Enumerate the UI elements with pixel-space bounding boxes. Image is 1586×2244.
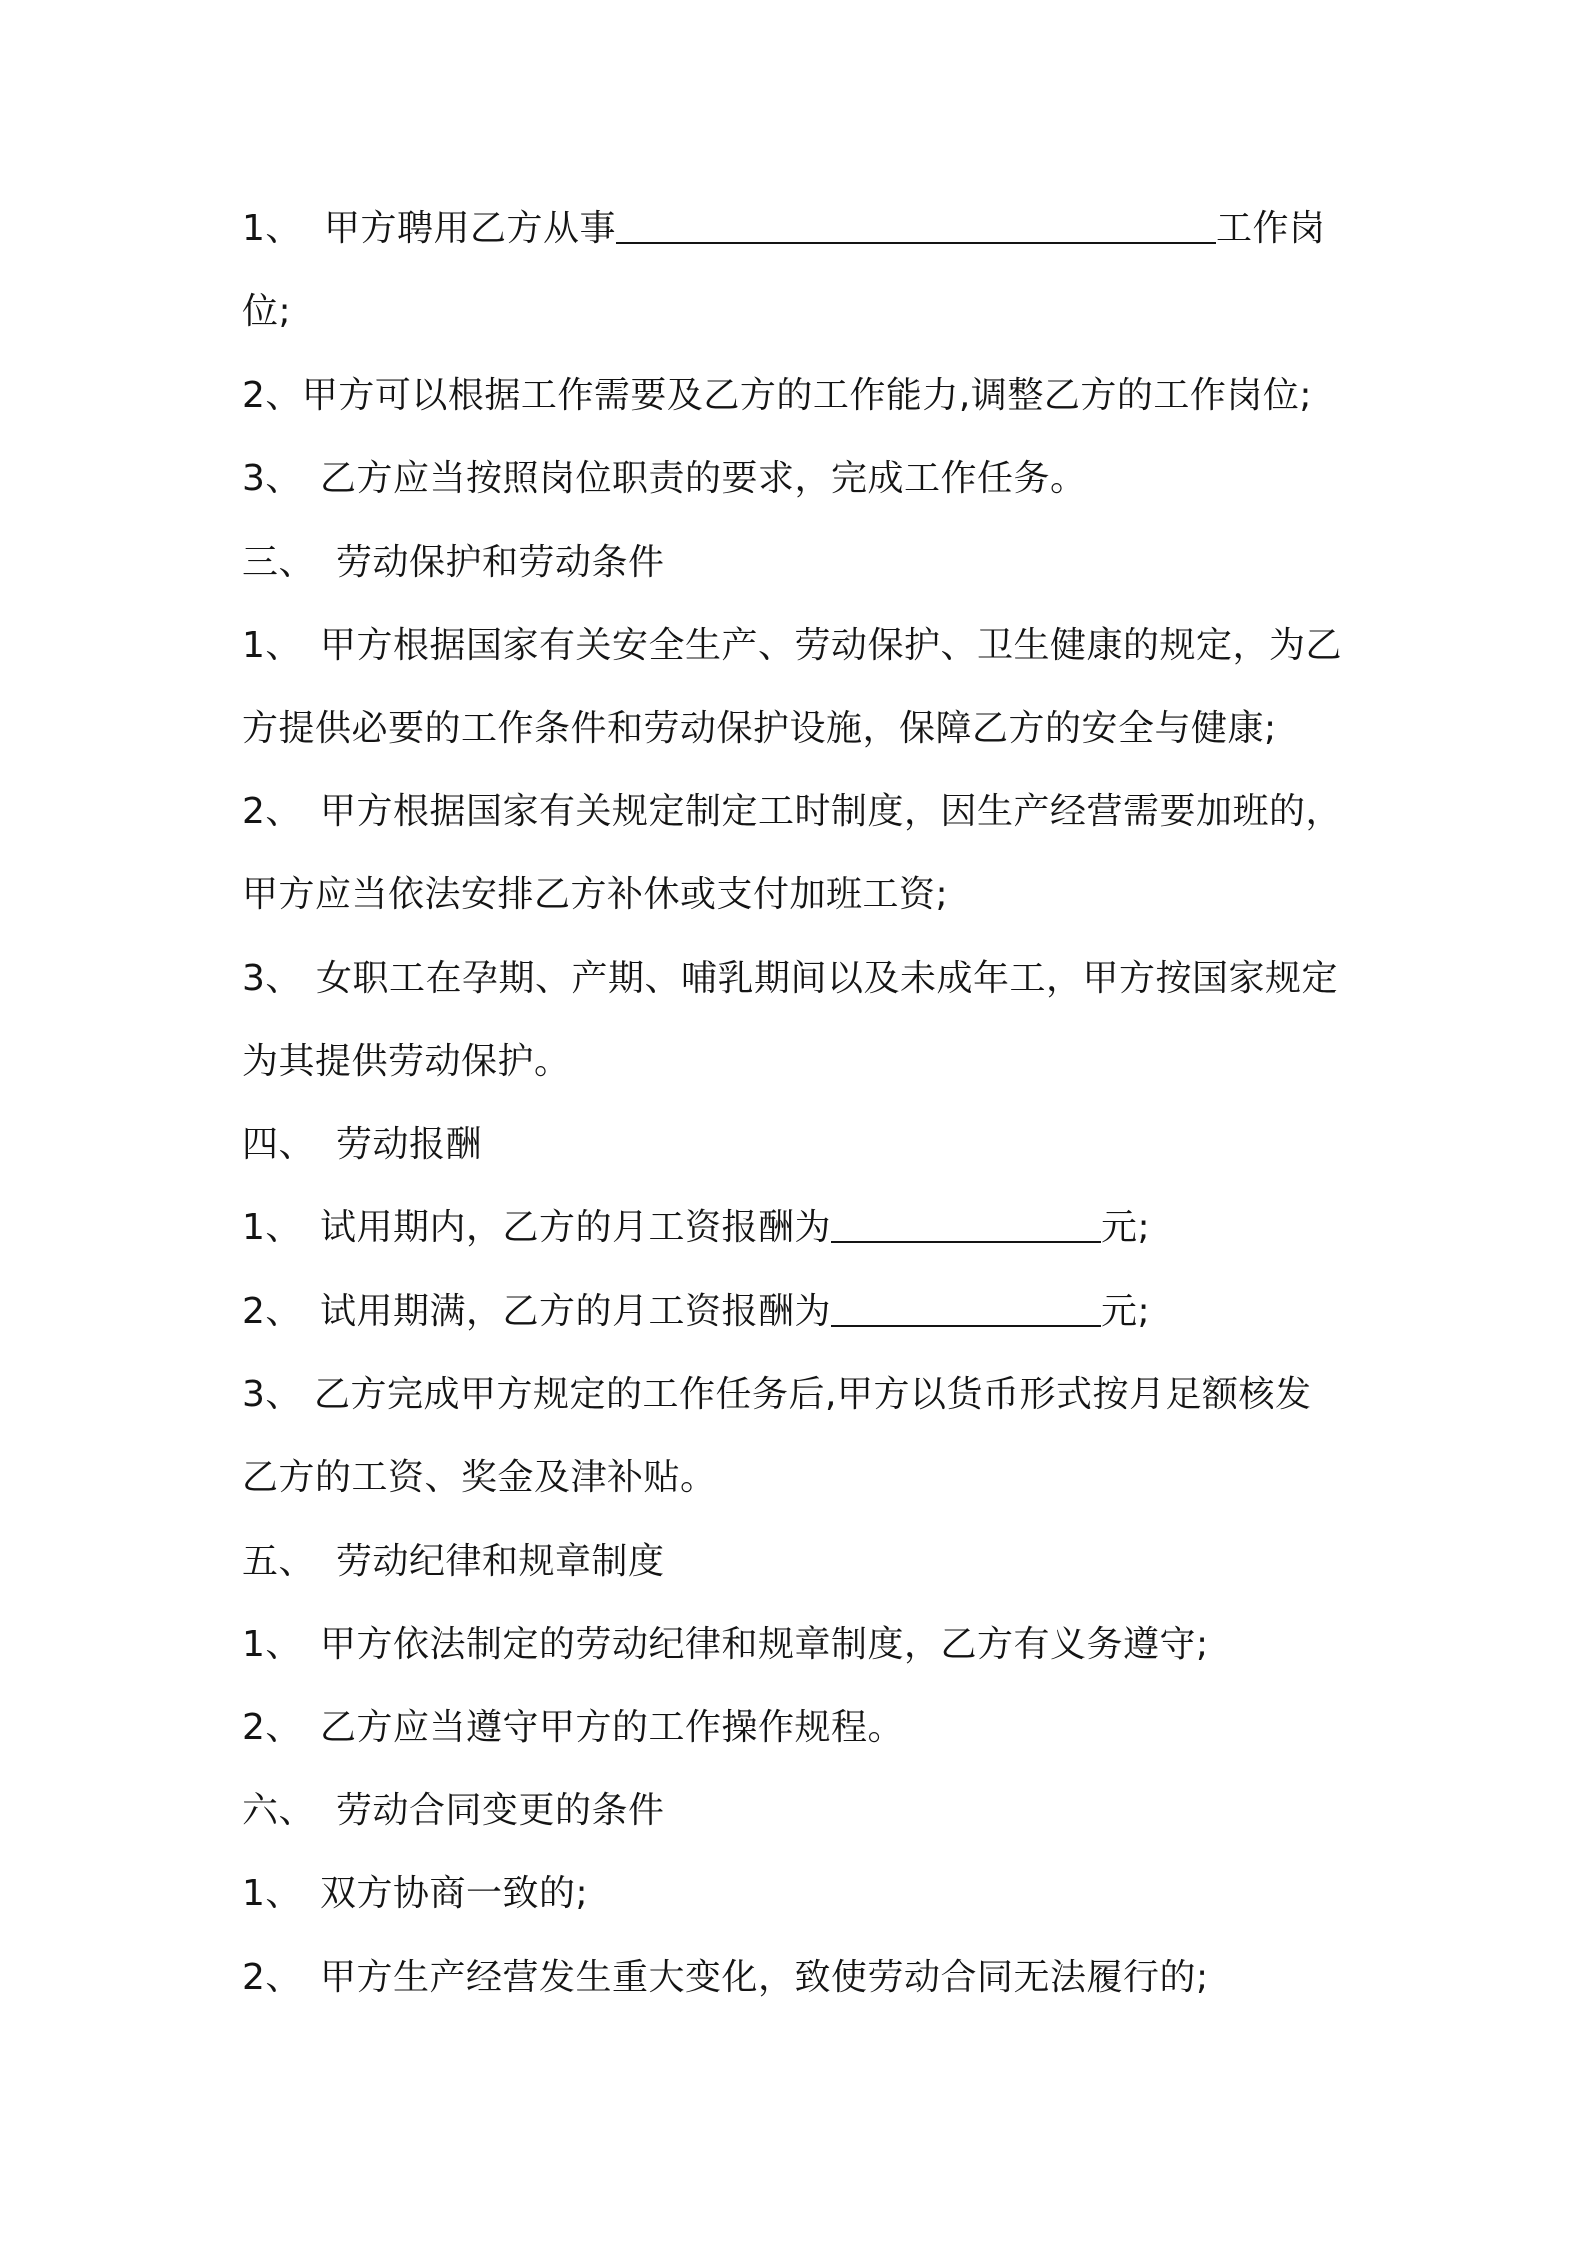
clause-text: 为其提供劳动保护。 xyxy=(242,1041,571,1082)
clause-text: 2、甲方可以根据工作需要及乙方的工作能力,调整乙方的工作岗位; xyxy=(242,375,1312,416)
fill-in-blank-position xyxy=(616,208,1216,244)
clause-number: 3、 xyxy=(242,958,302,999)
section-title: 劳动报酬 xyxy=(336,1124,483,1165)
clause-text-suffix: 元; xyxy=(1101,1291,1151,1332)
clause-labor-3-continued xyxy=(242,1038,1362,1086)
clause-text: 试用期内，乙方的月工资报酬为 xyxy=(320,1207,832,1248)
clause-pay-1 xyxy=(242,1204,1362,1252)
section-heading-3 xyxy=(242,539,1362,587)
section-heading-6 xyxy=(242,1787,1362,1835)
clause-text: 甲方生产经营发生重大变化，致使劳动合同无法履行的; xyxy=(320,1957,1209,1998)
clause-text-suffix: 工作岗 xyxy=(1216,208,1326,249)
clause-discipline-2 xyxy=(242,1704,1362,1752)
clause-text: 乙方完成甲方规定的工作任务后,甲方以货币形式按月足额核发 xyxy=(314,1374,1312,1415)
clause-labor-3 xyxy=(242,955,1362,1003)
clause-text-suffix: 元; xyxy=(1101,1207,1151,1248)
clause-text: 乙方的工资、奖金及津补贴。 xyxy=(242,1457,717,1498)
section-number: 六、 xyxy=(242,1790,316,1831)
clause-number: 2、 xyxy=(242,1957,302,1998)
clause-number: 2、 xyxy=(242,791,302,832)
section-heading-5 xyxy=(242,1538,1362,1586)
clause-discipline-1 xyxy=(242,1621,1362,1669)
clause-number: 3、 xyxy=(242,458,302,499)
clause-text: 位; xyxy=(242,291,292,332)
clause-text: 乙方应当遵守甲方的工作操作规程。 xyxy=(320,1707,905,1748)
section-heading-4 xyxy=(242,1121,1362,1169)
clause-3-2 xyxy=(242,372,1362,420)
fill-in-blank-amount xyxy=(831,1291,1101,1327)
section-number: 五、 xyxy=(242,1541,316,1582)
clause-number: 1、 xyxy=(242,1873,302,1914)
clause-3-1-continued xyxy=(242,288,1362,336)
fill-in-blank-amount xyxy=(831,1207,1101,1243)
clause-text: 甲方根据国家有关规定制定工时制度，因生产经营需要加班的， xyxy=(320,791,1343,832)
clause-text: 试用期满，乙方的月工资报酬为 xyxy=(320,1291,832,1332)
section-title: 劳动合同变更的条件 xyxy=(336,1790,665,1831)
clause-text: 方提供必要的工作条件和劳动保护设施，保障乙方的安全与健康; xyxy=(242,708,1277,749)
clause-number: 1、 xyxy=(242,1207,302,1248)
clause-number: 1、 xyxy=(242,625,302,666)
section-number: 三、 xyxy=(242,542,316,583)
clause-number: 2、 xyxy=(242,1291,302,1332)
clause-number: 2、 xyxy=(242,1707,302,1748)
clause-labor-2-continued xyxy=(242,871,1362,919)
section-title: 劳动保护和劳动条件 xyxy=(336,542,665,583)
clause-3-3 xyxy=(242,455,1362,503)
section-title: 劳动纪律和规章制度 xyxy=(336,1541,665,1582)
clause-text: 甲方根据国家有关安全生产、劳动保护、卫生健康的规定，为乙 xyxy=(320,625,1343,666)
clause-pay-2 xyxy=(242,1288,1362,1336)
clause-number: 3、 xyxy=(242,1374,302,1415)
clause-text: 乙方应当按照岗位职责的要求，完成工作任务。 xyxy=(320,458,1087,499)
clause-labor-2 xyxy=(242,788,1362,836)
clause-text: 甲方依法制定的劳动纪律和规章制度，乙方有义务遵守; xyxy=(320,1624,1209,1665)
clause-text: 女职工在孕期、产期、哺乳期间以及未成年工，甲方按国家规定 xyxy=(316,958,1339,999)
clause-change-1 xyxy=(242,1870,1362,1918)
clause-change-2 xyxy=(242,1954,1362,2002)
clause-text: 甲方应当依法安排乙方补休或支付加班工资; xyxy=(242,874,949,915)
clause-labor-1 xyxy=(242,622,1362,670)
section-number: 四、 xyxy=(242,1124,316,1165)
clause-text: 双方协商一致的; xyxy=(320,1873,589,1914)
clause-3-1 xyxy=(242,205,1362,253)
clause-text: 甲方聘用乙方从事 xyxy=(324,208,617,249)
clause-pay-3 xyxy=(242,1371,1362,1419)
clause-labor-1-continued xyxy=(242,705,1362,753)
clause-number: 1、 xyxy=(242,1624,302,1665)
clause-number: 1、 xyxy=(242,208,302,249)
clause-pay-3-continued xyxy=(242,1454,1362,1502)
